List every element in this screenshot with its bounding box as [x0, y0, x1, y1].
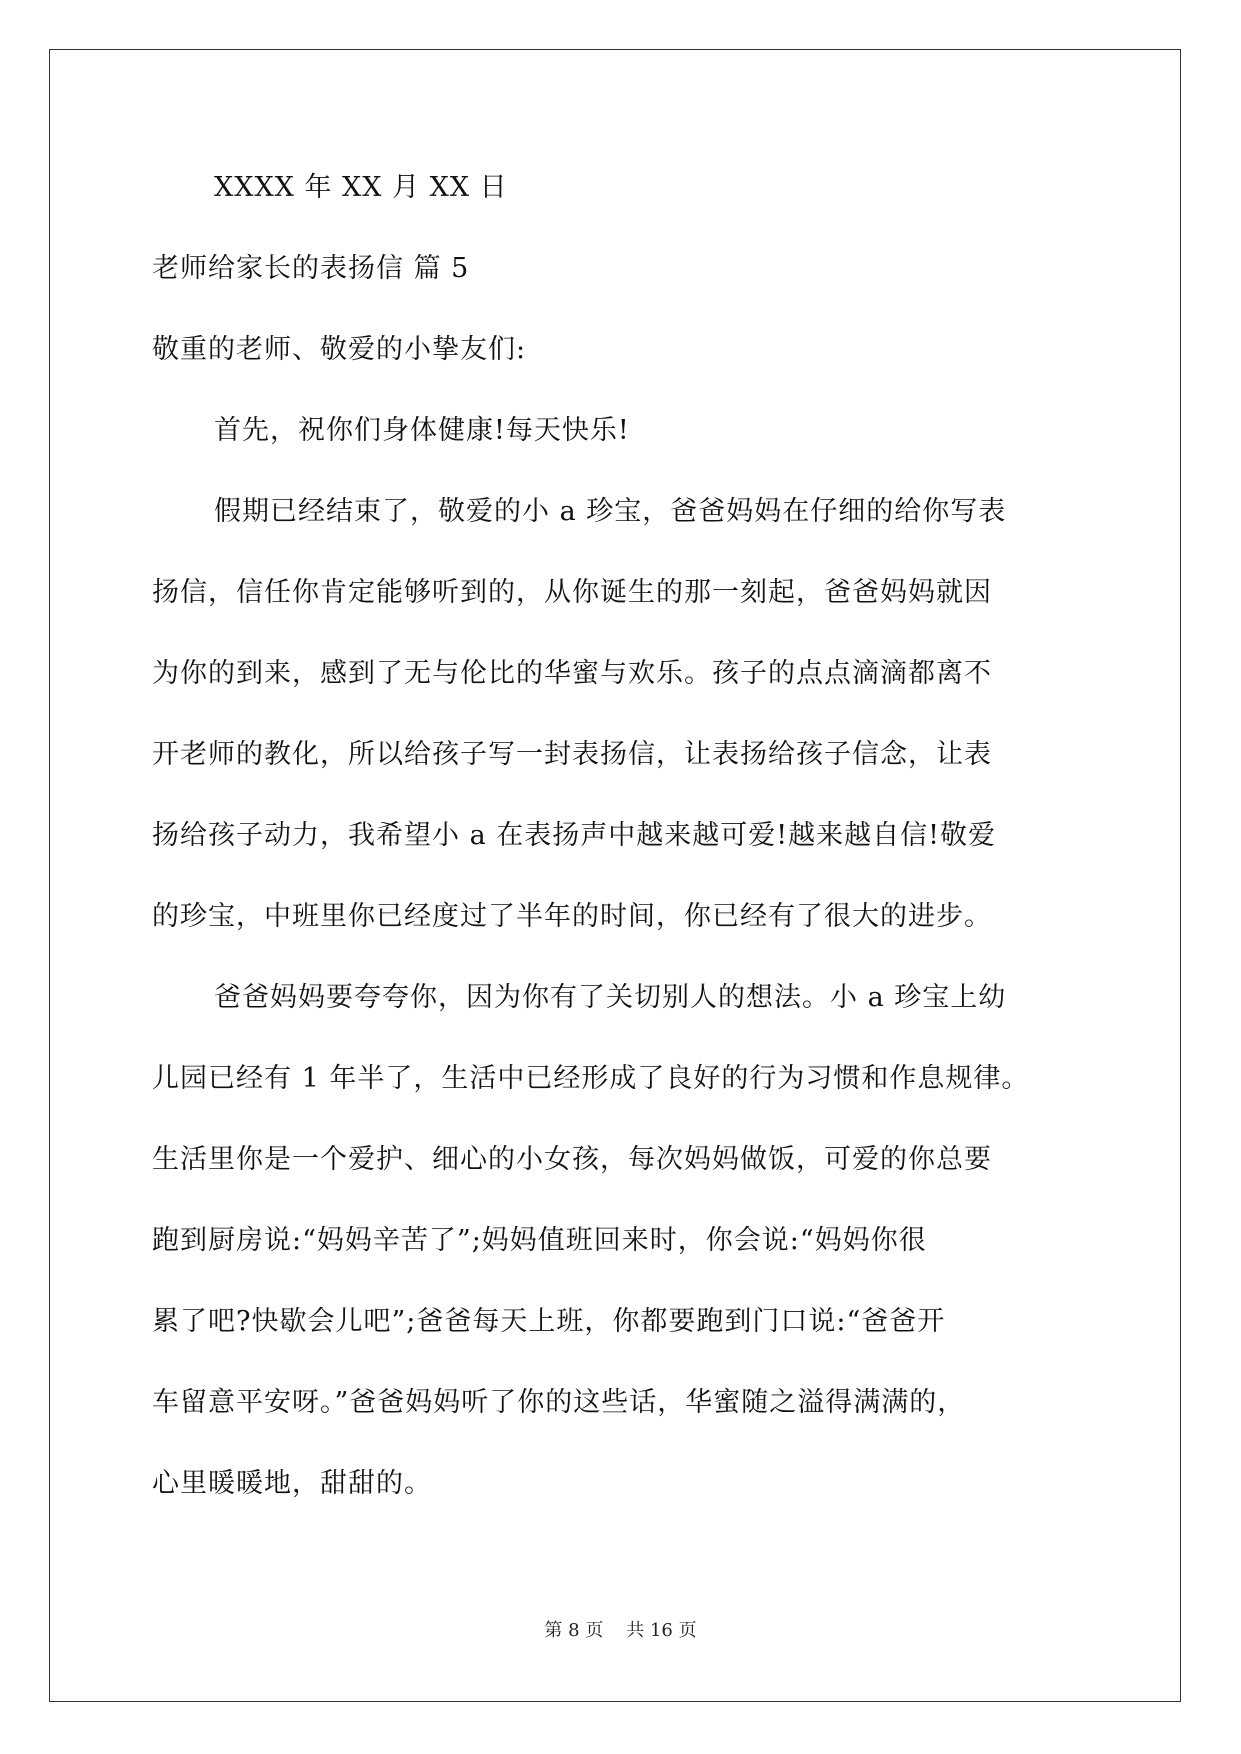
paragraph-line: 假期已经结束了，敬爱的小 a 珍宝，爸爸妈妈在仔细的给你写表: [214, 496, 1007, 527]
page-total: 共 16 页: [626, 1620, 697, 1641]
section-title: 老师给家长的表扬信 篇 5: [152, 253, 470, 284]
paragraph-line: 车留意平安呀。”爸爸妈妈听了你的这些话，华蜜随之溢得满满的，: [152, 1387, 966, 1418]
paragraph-line: 爸爸妈妈要夸夸你，因为你有了关切别人的想法。小 a 珍宝上幼: [214, 982, 1007, 1013]
paragraph-line: 扬给孩子动力，我希望小 a 在表扬声中越来越可爱!越来越自信!敬爱: [152, 820, 996, 851]
paragraph-line: 累了吧?快歇会儿吧”;爸爸每天上班，你都要跑到门口说:“爸爸开: [152, 1306, 946, 1337]
paragraph-line: 心里暖暖地，甜甜的。: [152, 1468, 432, 1499]
paragraph-line: 扬信，信任你肯定能够听到的，从你诞生的那一刻起，爸爸妈妈就因: [152, 577, 992, 608]
paragraph-line: 首先，祝你们身体健康!每天快乐!: [214, 415, 630, 446]
paragraph-line: 生活里你是一个爱护、细心的小女孩，每次妈妈做饭，可爱的你总要: [152, 1144, 992, 1175]
date-line: XXXX 年 XX 月 XX 日: [214, 172, 508, 203]
paragraph-line: 为你的到来，感到了无与伦比的华蜜与欢乐。孩子的点点滴滴都离不: [152, 658, 992, 689]
paragraph-line: 儿园已经有 1 年半了，生活中已经形成了良好的行为习惯和作息规律。: [152, 1063, 1030, 1094]
paragraph-line: 跑到厨房说:“妈妈辛苦了”;妈妈值班回来时，你会说:“妈妈你很: [152, 1225, 927, 1256]
page-footer: [0, 1616, 1241, 1642]
paragraph-line: 的珍宝，中班里你已经度过了半年的时间，你已经有了很大的进步。: [152, 901, 992, 932]
document-body: [152, 163, 1082, 1540]
salutation: 敬重的老师、敬爱的小挚友们:: [152, 334, 527, 365]
paragraph-line: 开老师的教化，所以给孩子写一封表扬信，让表扬给孩子信念，让表: [152, 739, 992, 770]
page-number: 第 8 页: [544, 1620, 604, 1641]
